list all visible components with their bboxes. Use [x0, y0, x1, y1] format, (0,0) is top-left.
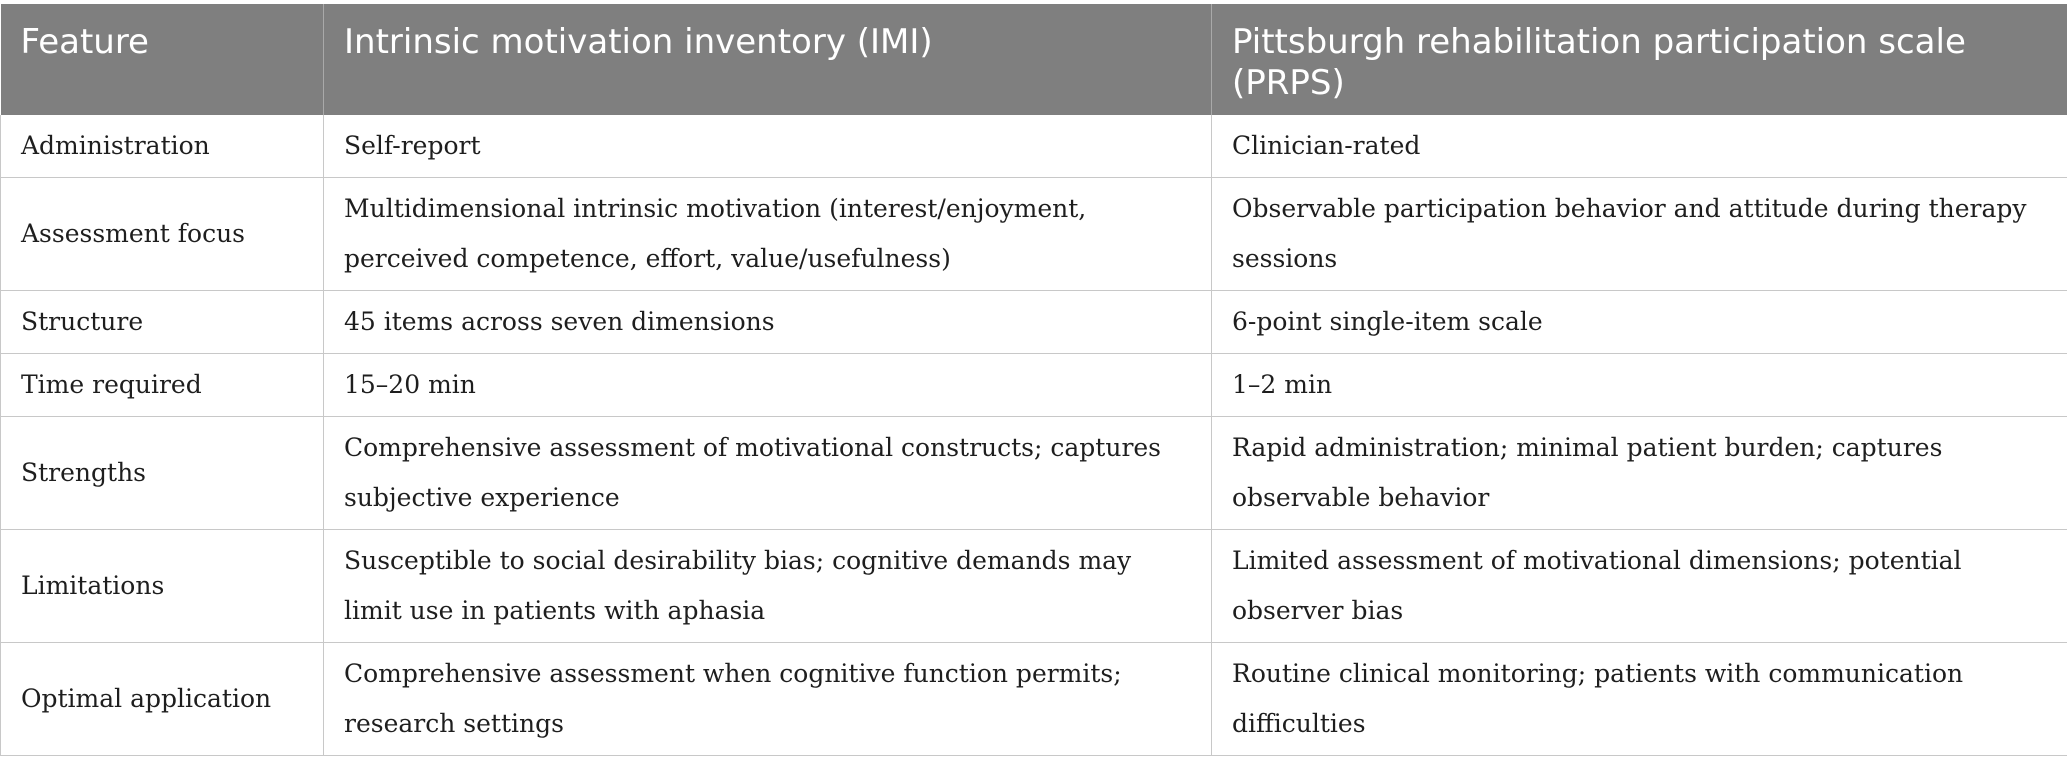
table-body	[1, 115, 2067, 756]
prps-cell: Observable participation behavior and attitude during therapy sessions	[1212, 178, 2067, 291]
prps-cell: 6-point single-item scale	[1212, 291, 2067, 354]
row-label: Time required	[1, 354, 324, 417]
imi-cell: 15–20 min	[324, 354, 1212, 417]
imi-cell: Comprehensive assessment of motivational constructs; captures subjective experience	[324, 417, 1212, 530]
comparison-table	[0, 4, 2067, 756]
table-row	[1, 115, 2067, 178]
imi-cell: Self-report	[324, 115, 1212, 178]
row-label: Optimal application	[1, 643, 324, 756]
table-header	[1, 4, 2067, 115]
row-label: Assessment focus	[1, 178, 324, 291]
prps-cell: Clinician-rated	[1212, 115, 2067, 178]
table-row	[1, 291, 2067, 354]
row-label: Administration	[1, 115, 324, 178]
prps-cell: Routine clinical monitoring; patients with communication difficulties	[1212, 643, 2067, 756]
header-prps: Pittsburgh rehabilitation participation scale (PRPS)	[1212, 4, 2067, 115]
table-row	[1, 530, 2067, 643]
table-row	[1, 178, 2067, 291]
imi-cell: Multidimensional intrinsic motivation (interest/enjoyment, perceived competence, effort, value/usefulness)	[324, 178, 1212, 291]
prps-cell: Rapid administration; minimal patient burden; captures observable behavior	[1212, 417, 2067, 530]
row-label: Structure	[1, 291, 324, 354]
header-feature: Feature	[1, 4, 324, 115]
table-row	[1, 643, 2067, 756]
header-row	[1, 4, 2067, 115]
row-label: Limitations	[1, 530, 324, 643]
header-imi: Intrinsic motivation inventory (IMI)	[324, 4, 1212, 115]
imi-cell: 45 items across seven dimensions	[324, 291, 1212, 354]
table-row	[1, 354, 2067, 417]
prps-cell: Limited assessment of motivational dimensions; potential observer bias	[1212, 530, 2067, 643]
imi-cell: Susceptible to social desirability bias; cognitive demands may limit use in patients with aphasia	[324, 530, 1212, 643]
comparison-table-container	[0, 4, 2067, 756]
table-row	[1, 417, 2067, 530]
prps-cell: 1–2 min	[1212, 354, 2067, 417]
row-label: Strengths	[1, 417, 324, 530]
imi-cell: Comprehensive assessment when cognitive function permits; research settings	[324, 643, 1212, 756]
